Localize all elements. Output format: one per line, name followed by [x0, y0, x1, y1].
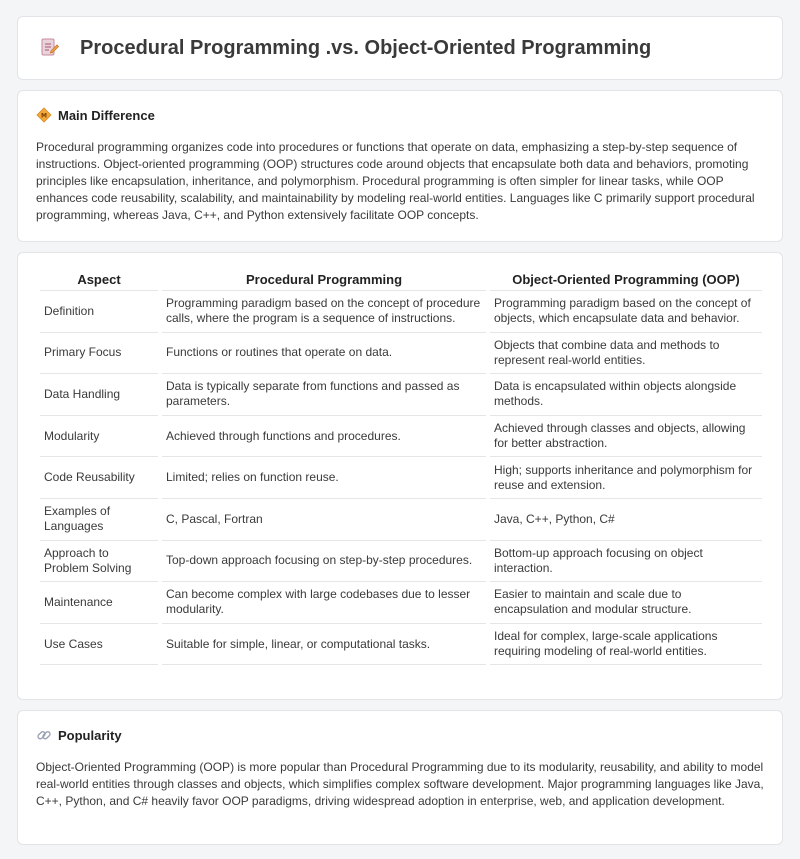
oop-cell: Java, C++, Python, C# [490, 499, 762, 541]
table-row [40, 582, 762, 624]
procedural-cell: Programming paradigm based on the concept of procedure calls, where the program is a sequence of instructions. [162, 291, 486, 333]
aspect-cell: Definition [40, 291, 158, 333]
aspect-cell: Examples of Languages [40, 499, 158, 541]
procedural-cell: Can become complex with large codebases due to lesser modularity. [162, 582, 486, 624]
aspect-cell: Code Reusability [40, 457, 158, 499]
oop-cell: Ideal for complex, large-scale applications requiring modeling of real-world entities. [490, 624, 762, 666]
oop-cell: Programming paradigm based on the concept of objects, which encapsulate data and behavior. [490, 291, 762, 333]
badge-icon [36, 107, 52, 123]
table-row [40, 541, 762, 583]
aspect-cell: Use Cases [40, 624, 158, 666]
aspect-cell: Approach to Problem Solving [40, 541, 158, 583]
table-row [40, 291, 762, 333]
table-row [40, 333, 762, 375]
main-difference-header [36, 107, 764, 123]
aspect-cell: Primary Focus [40, 333, 158, 375]
oop-cell: Easier to maintain and scale due to encapsulation and modular structure. [490, 582, 762, 624]
procedural-cell: Limited; relies on function reuse. [162, 457, 486, 499]
table-row [40, 416, 762, 458]
aspect-cell: Data Handling [40, 374, 158, 416]
oop-cell: Data is encapsulated within objects alongside methods. [490, 374, 762, 416]
procedural-cell: Functions or routines that operate on data. [162, 333, 486, 375]
header-aspect: Aspect [40, 267, 158, 291]
procedural-cell: Achieved through functions and procedures. [162, 416, 486, 458]
popularity-header [36, 727, 764, 743]
table-row [40, 457, 762, 499]
table-row [40, 499, 762, 541]
popularity-section [17, 710, 783, 845]
comparison-table-card [17, 252, 783, 700]
oop-cell: Bottom-up approach focusing on object interaction. [490, 541, 762, 583]
svg-text:M: M [41, 112, 47, 120]
procedural-cell: C, Pascal, Fortran [162, 499, 486, 541]
link-icon [36, 727, 52, 743]
oop-cell: Objects that combine data and methods to represent real-world entities. [490, 333, 762, 375]
document-icon [38, 37, 60, 59]
main-difference-title: Main Difference [58, 107, 155, 123]
comparison-table [36, 267, 766, 665]
procedural-cell: Suitable for simple, linear, or computational tasks. [162, 624, 486, 666]
aspect-cell: Maintenance [40, 582, 158, 624]
popularity-text: Object-Oriented Programming (OOP) is more popular than Procedural Programming due to its modularity, reusability, and ability to model real-world entities through classes and objects, which simplifies complex software development. Major programming languages like Java, C++, Python, and C# heavily favor OOP paradigms, driving widespread adoption in enterprise, web, and application development. [36, 760, 764, 808]
procedural-cell: Data is typically separate from functions and passed as parameters. [162, 374, 486, 416]
table-row [40, 624, 762, 666]
header-procedural: Procedural Programming [162, 267, 486, 291]
oop-cell: Achieved through classes and objects, allowing for better abstraction. [490, 416, 762, 458]
main-difference-section [17, 90, 783, 242]
oop-cell: High; supports inheritance and polymorphism for reuse and extension. [490, 457, 762, 499]
aspect-cell: Modularity [40, 416, 158, 458]
title-card [17, 16, 783, 80]
table-header-row [40, 267, 762, 291]
page-title: Procedural Programming .vs. Object-Oriented Programming [80, 36, 652, 59]
table-row [40, 374, 762, 416]
procedural-cell: Top-down approach focusing on step-by-step procedures. [162, 541, 486, 583]
main-difference-text: Procedural programming organizes code into procedures or functions that operate on data, emphasizing a step-by-step sequence of instructions. Object-oriented programming (OOP) structures code around objects that encapsulate both data and behaviors, promoting principles like encapsulation, inheritance, and polymorphism. Procedural programming is often simpler for linear tasks, while OOP enhances code reusability, scalability, and maintainability by modeling real-world entities. Languages like C primarily support procedural programming, whereas Java, C++, and Python extensively facilitate OOP concepts. [36, 140, 755, 222]
header-oop: Object-Oriented Programming (OOP) [490, 267, 762, 291]
popularity-title: Popularity [58, 727, 122, 743]
